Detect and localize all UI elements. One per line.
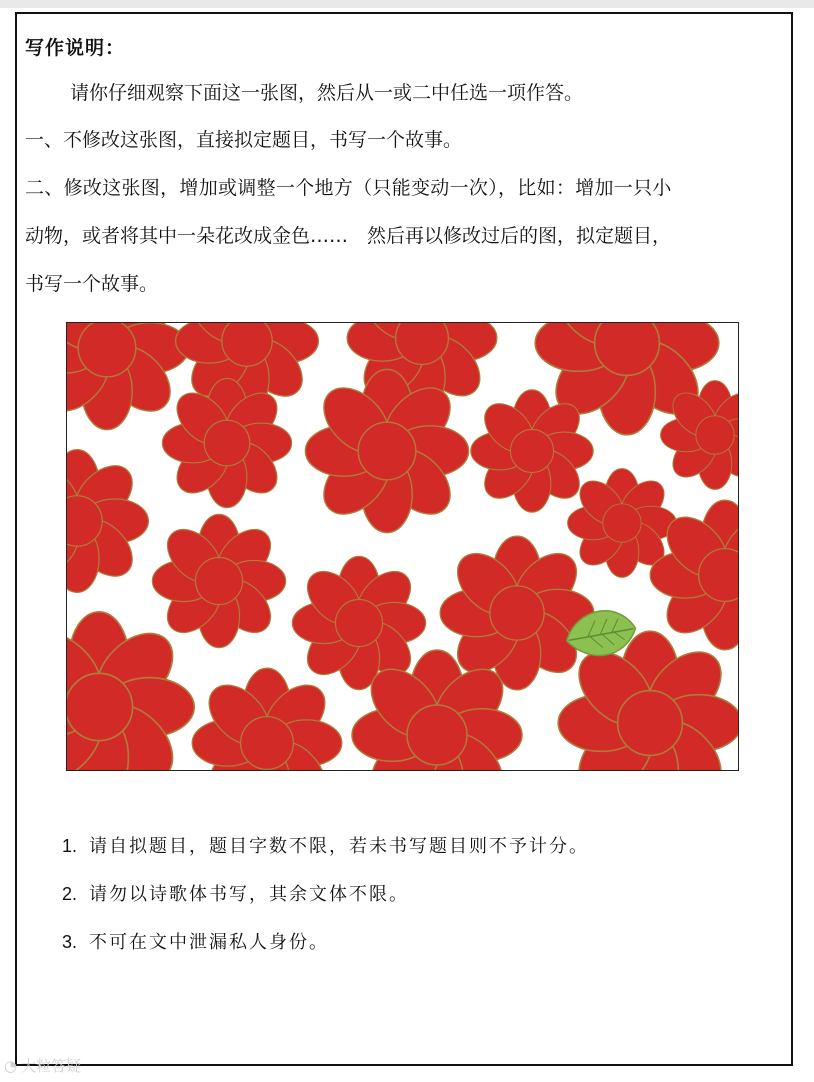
red-flower-icon xyxy=(67,450,148,593)
red-flower-icon xyxy=(67,323,189,430)
option-two-text-line1: 二、修改这张图，增加或调整一个地方（只能变动一次），比如：增加一只小 xyxy=(25,177,672,199)
red-flower-icon xyxy=(292,556,425,689)
logo-icon: ◔ xyxy=(4,1057,18,1075)
red-flower-icon xyxy=(152,514,285,647)
rule-text: 请勿以诗歌体书写，其余文体不限。 xyxy=(89,884,410,905)
watermark xyxy=(4,1055,81,1076)
rule-item-2 xyxy=(62,880,409,906)
rule-item-1 xyxy=(62,832,589,858)
red-flower-icon xyxy=(67,612,194,771)
flower-illustration-svg xyxy=(67,323,739,771)
red-flower-icon xyxy=(192,668,342,771)
option-two-text-line2: 动物，或者将其中一朵花改成金色…… 然后再以修改过后的图，拟定题目， xyxy=(25,225,672,247)
red-flower-icon xyxy=(440,536,594,690)
rule-text: 不可在文中泄漏私人身份。 xyxy=(89,932,330,953)
red-flower-icon xyxy=(471,390,593,512)
option-two-text-line3: 书写一个故事。 xyxy=(25,273,159,295)
rule-number: 3. xyxy=(62,932,78,952)
red-flower-icon xyxy=(305,369,468,532)
rule-text: 请自拟题目，题目字数不限，若未书写题目则不予计分。 xyxy=(89,836,590,857)
flower-illustration xyxy=(66,322,739,771)
instructions-heading: 写作说明： xyxy=(25,37,126,59)
rule-number: 1. xyxy=(62,836,78,856)
top-strip xyxy=(0,0,814,8)
rule-item-3 xyxy=(62,928,329,954)
intro-paragraph: 请你仔细观察下面这一张图，然后从一或二中任选一项作答。 xyxy=(70,82,584,104)
watermark-text: 大粒答疑 xyxy=(21,1057,82,1075)
option-one-text: 一、不修改这张图，直接拟定题目，书写一个故事。 xyxy=(25,129,463,151)
rule-number: 2. xyxy=(62,884,78,904)
red-flower-icon xyxy=(162,378,291,507)
